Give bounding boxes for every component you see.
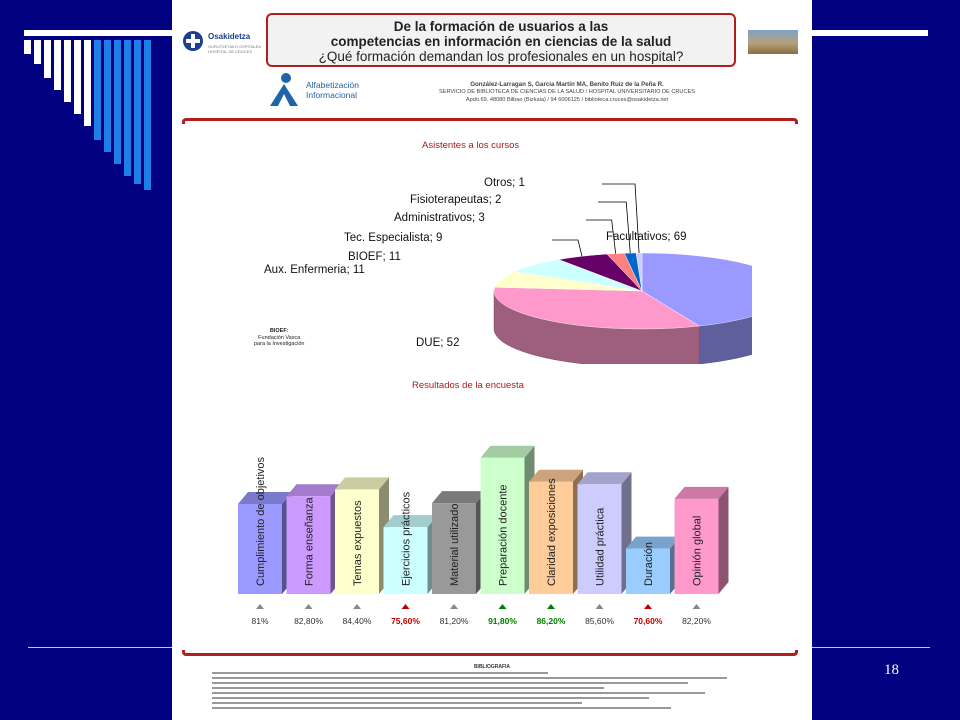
- slide-stripe: [124, 40, 131, 176]
- pie-chart-title: Asistentes a los cursos: [422, 140, 520, 151]
- pie-label-due: DUE; 52: [416, 337, 460, 349]
- bibliography-line: [212, 672, 548, 674]
- bar-category-label: Duración: [643, 541, 655, 586]
- slide-stripe: [24, 40, 31, 54]
- pie-leader-line: [552, 240, 582, 256]
- bar: [578, 472, 632, 609]
- bibliography-line: [212, 687, 604, 689]
- slide-stripe: [44, 40, 51, 78]
- bar-category-label: Opinión global: [691, 515, 704, 586]
- bar-category-label: Utilidad práctica: [594, 507, 607, 586]
- bar: [481, 446, 535, 609]
- alfin-name: Alfabetización Informacional: [306, 80, 359, 100]
- bar-marker-icon: [305, 604, 313, 609]
- poster-frame-top: [182, 118, 798, 124]
- bar-marker-icon: [256, 604, 264, 609]
- slide-stripe: [104, 40, 111, 152]
- bar-value-label: 81,20%: [439, 616, 469, 626]
- bar-value-label: 86,20%: [536, 616, 566, 626]
- bar-category-label: Forma enseñanza: [303, 497, 316, 586]
- bibliography-line: [212, 707, 671, 709]
- slide-stripe: [74, 40, 81, 114]
- authors-address: Apdo.69. 48080 Bilbao (Bizkaia) / 94 6006125 / biblioteca.cruces@osakidetza.net: [465, 96, 669, 103]
- slide-stripe: [54, 40, 61, 90]
- bar: [238, 456, 292, 609]
- bar-category-label: Ejercicios prácticos: [400, 491, 413, 586]
- slide-stripe: [84, 40, 91, 126]
- pie-label-fisioterapeutas: Fisioterapeutas; 2: [410, 194, 502, 206]
- bibliography-line: [212, 702, 582, 704]
- bar-marker-icon: [402, 604, 410, 609]
- bibliography-line: [212, 682, 688, 684]
- slide-stripe: [144, 40, 151, 190]
- bioef-note: [254, 328, 304, 348]
- osakidetza-mark-icon: [182, 30, 204, 52]
- poster-title-box: [266, 13, 736, 67]
- pie-label-otros: Otros; 1: [484, 177, 525, 189]
- bibliography-line: [212, 692, 705, 694]
- hospital-photo: [748, 30, 798, 54]
- slide-stripe: [114, 40, 121, 164]
- bar: [335, 477, 389, 609]
- bar-category-label: Cumplimiento de objetivos: [255, 456, 267, 586]
- bar-category-label: Claridad exposiciones: [546, 478, 558, 586]
- bar-value-label: 82,20%: [682, 616, 711, 626]
- bioef-note-text: Fundación Vasca para la Investigación: [254, 334, 305, 347]
- bar-value-label: 84,40%: [342, 616, 372, 626]
- pie-label-aux-enfermeria: Aux. Enfermeria; 11: [264, 264, 365, 276]
- bar: [432, 491, 486, 609]
- bibliography-line: [212, 697, 649, 699]
- slide-stripe: [34, 40, 41, 64]
- bar-value-label: 75,60%: [391, 616, 420, 626]
- poster-frame-bottom: [182, 650, 798, 656]
- bar-marker-icon: [353, 604, 361, 609]
- slide-stripe: [64, 40, 71, 102]
- bar-chart: [224, 426, 744, 636]
- slide-stripe: [134, 40, 141, 184]
- bibliography-title: BIBLIOGRAFIA: [473, 664, 511, 670]
- bar-category-label: Material utilizado: [449, 503, 461, 586]
- bar: [675, 487, 729, 609]
- bar-marker-icon: [693, 604, 701, 609]
- bar-marker-icon: [644, 604, 652, 609]
- poster-title-line3: ¿Qué formación demandan los profesionales en un hospital?: [318, 49, 684, 64]
- pie-label-administrativos: Administrativos; 3: [394, 212, 485, 224]
- slide-number: 18: [884, 662, 899, 678]
- slide-stripe: [94, 40, 101, 140]
- bar-marker-icon: [547, 604, 555, 609]
- bioef-note-title: BIOEF:: [269, 328, 289, 334]
- poster-title-line1: De la formación de usuarios a las: [393, 19, 609, 34]
- bar-value-label: 91,80%: [488, 616, 517, 626]
- pie-label-bioef: BIOEF; 11: [348, 251, 401, 263]
- bar: [626, 537, 680, 609]
- bar-value-label: 70,60%: [633, 616, 663, 626]
- authors-block: [372, 80, 762, 104]
- org-name: Osakidetza: [208, 32, 251, 41]
- pie-label-tec-especialista: Tec. Especialista; 9: [344, 232, 443, 244]
- pie-leader-line: [598, 202, 630, 253]
- alfin-person-icon: [264, 72, 304, 108]
- bar-value-label: 85,60%: [585, 616, 614, 626]
- bar-value-label: 82,80%: [294, 616, 323, 626]
- bar-category-label: Temas expuestos: [352, 500, 364, 586]
- org-subtitle: GURUTZETAKO OSPITALEA HOSPITAL DE CRUCES: [208, 44, 261, 54]
- bar-marker-icon: [596, 604, 604, 609]
- bar-marker-icon: [450, 604, 458, 609]
- bar-chart-title: Resultados de la encuesta: [412, 380, 524, 391]
- bar-marker-icon: [499, 604, 507, 609]
- authors-service: SERVICIO DE BIBLIOTECA DE CIENCIAS DE LA SALUD / HOSPITAL UNIVERSITARIO DE CRUCES: [439, 89, 695, 95]
- bar-value-label: 81%: [251, 616, 269, 626]
- poster: [172, 0, 812, 720]
- bibliography-lines: [212, 672, 772, 712]
- bar: [529, 470, 583, 609]
- bar-category-label: Preparación docente: [497, 484, 510, 586]
- bar-side: [719, 487, 729, 594]
- alfin-logo: [264, 72, 384, 112]
- osakidetza-logo: [182, 26, 262, 66]
- authors-names: González-Larragan S, García Martín MA, Benito Ruiz de la Peña R.: [470, 81, 664, 88]
- poster-title-line2: competencias en información en ciencias de la salud: [330, 34, 672, 49]
- pie-label-facultativos: Facultativos; 69: [606, 231, 687, 243]
- bar: [384, 491, 438, 609]
- bibliography-line: [212, 677, 727, 679]
- bar: [287, 484, 341, 609]
